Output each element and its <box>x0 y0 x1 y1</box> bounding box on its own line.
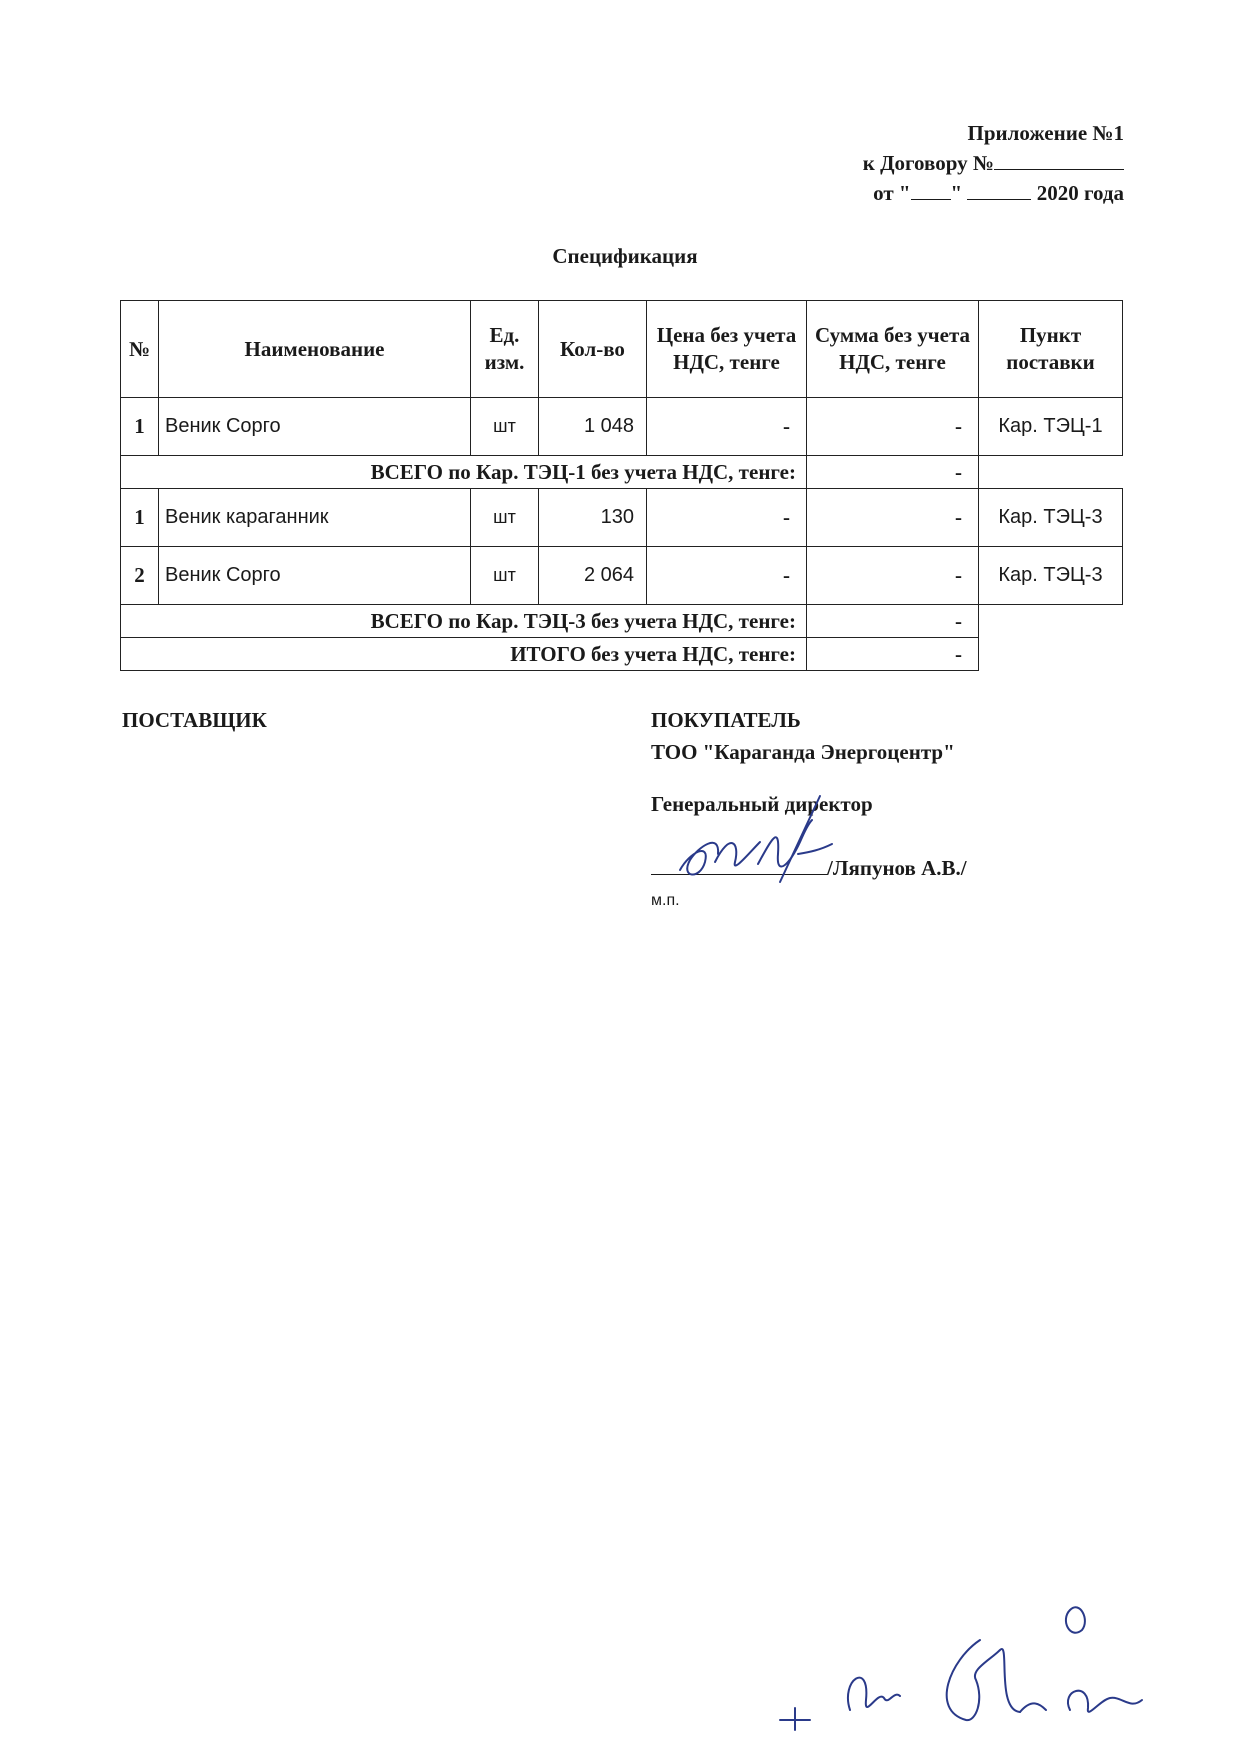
table-row <box>121 489 1123 547</box>
handwritten-signature <box>660 792 850 892</box>
col-header-name: Наименование <box>159 301 471 398</box>
date-month-blank <box>967 181 1031 200</box>
item-price: - <box>647 489 807 547</box>
col-header-quantity: Кол-во <box>539 301 647 398</box>
item-name: Веник Сорго <box>159 547 471 605</box>
col-header-delivery-point: Пункт поставки <box>979 301 1123 398</box>
contract-number-blank <box>994 151 1124 170</box>
item-unit: шт <box>471 547 539 605</box>
item-sum: - <box>807 398 979 456</box>
group-total-label: ВСЕГО по Кар. ТЭЦ-3 без учета НДС, тенге: <box>121 605 807 638</box>
item-quantity: 2 064 <box>539 547 647 605</box>
item-delivery-point: Кар. ТЭЦ-3 <box>979 547 1123 605</box>
item-unit: шт <box>471 398 539 456</box>
buyer-company: ТОО "Караганда Энергоцентр" <box>651 740 955 764</box>
grand-total-value: - <box>807 638 979 671</box>
group-total-value: - <box>807 605 979 638</box>
buyer-position: Генеральный директор <box>651 792 873 816</box>
col-header-number: № <box>121 301 159 398</box>
row-number: 2 <box>121 547 159 605</box>
supplier-label: ПОСТАВЩИК <box>122 708 267 732</box>
contract-date: от " " 2020 года <box>873 181 1124 205</box>
item-price: - <box>647 398 807 456</box>
document-title: Спецификация <box>552 244 698 268</box>
col-header-sum: Сумма без учета НДС, тенге <box>807 301 979 398</box>
group-total-row <box>121 456 1123 489</box>
item-delivery-point: Кар. ТЭЦ-3 <box>979 489 1123 547</box>
item-unit: шт <box>471 489 539 547</box>
item-name: Веник Сорго <box>159 398 471 456</box>
group-total-label: ВСЕГО по Кар. ТЭЦ-1 без учета НДС, тенге: <box>121 456 807 489</box>
buyer-label: ПОКУПАТЕЛЬ <box>651 708 801 732</box>
specification-table <box>120 300 1123 671</box>
item-name: Веник караганник <box>159 489 471 547</box>
page-initials-signatures <box>770 1580 1210 1740</box>
col-header-unit: Ед. изм. <box>471 301 539 398</box>
grand-total-label: ИТОГО без учета НДС, тенге: <box>121 638 807 671</box>
stamp-place: м.п. <box>651 892 680 909</box>
item-quantity: 1 048 <box>539 398 647 456</box>
table-header-row <box>121 301 1123 398</box>
group-total-row <box>121 605 1123 638</box>
buyer-signer: /Ляпунов А.В./ <box>827 856 967 880</box>
group-total-value: - <box>807 456 979 489</box>
contract-reference: к Договору № <box>863 148 1124 178</box>
table-row <box>121 398 1123 456</box>
appendix-number: Приложение №1 <box>967 121 1124 145</box>
item-sum: - <box>807 489 979 547</box>
item-quantity: 130 <box>539 489 647 547</box>
item-price: - <box>647 547 807 605</box>
table-row <box>121 547 1123 605</box>
col-header-price: Цена без учета НДС, тенге <box>647 301 807 398</box>
item-sum: - <box>807 547 979 605</box>
grand-total-row <box>121 638 1123 671</box>
date-day-blank <box>911 181 951 200</box>
row-number: 1 <box>121 489 159 547</box>
row-number: 1 <box>121 398 159 456</box>
buyer-block <box>651 704 955 768</box>
appendix-header <box>863 118 1124 208</box>
item-delivery-point: Кар. ТЭЦ-1 <box>979 398 1123 456</box>
